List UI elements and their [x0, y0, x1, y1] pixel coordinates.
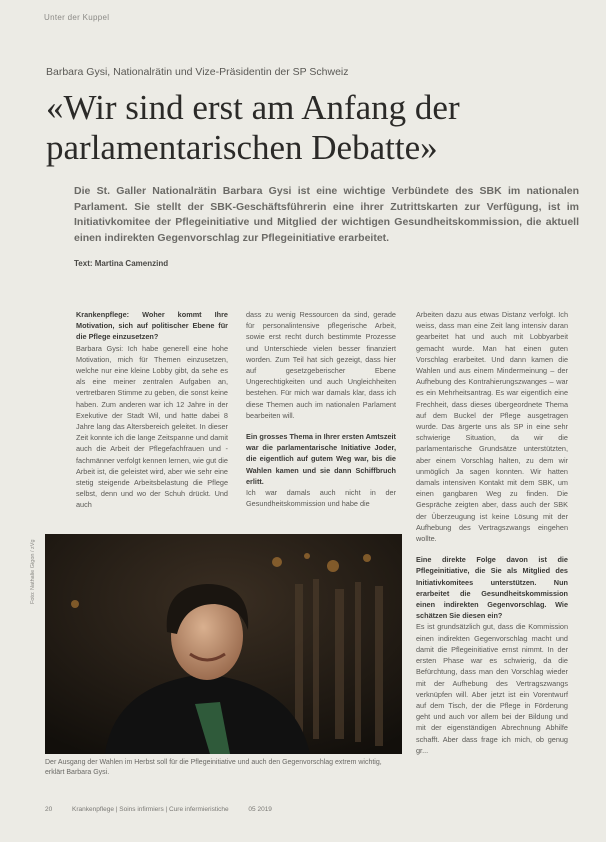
photo-caption: Der Ausgang der Wahlen im Herbst soll für die Pflegeinitiative und auch den Gegenvorschlag extrem wichtig, erklärt Barbara Gysi.	[45, 759, 382, 776]
lead-paragraph: Die St. Galler Nationalrätin Barbara Gysi ist eine wichtige Verbündete des SBK im nationalen Parlament. Sie stellt der SBK-Geschäftsführerin eine ihrer Zutrittskarten zur Verfügung, ist im Initiativkomitee der Pflegeinitiative und Mitglied der wichtigen Gesundheitskommission, die aktuell einen indirekten Gegenvorschlag zur Pflegeinitiative erarbeitet.	[74, 185, 579, 244]
page-footer	[45, 806, 290, 813]
section-label: Unter der Kuppel	[44, 13, 110, 22]
text-column-1	[76, 309, 228, 511]
portrait-photo	[45, 534, 402, 754]
interview-answer: Barbara Gysi: Ich habe generell eine hohe Motivation, mich für Themen einzusetzen, welche nur eine kleine Lobby gibt, da sehe es als eine meiner zentralen Aufgaben an, vertretbaren Stimme zu geben, die sonst keine haben. Zum anderen war ich 12 Jahre in der Exekutive der Stadt Wil, und hatte dabei 8 Jahre lang das Altersbereich geleitet. In dieser Zeit konnte ich die lange Zeitspanne und damit auch die Arbeit der Pflegefachfrauen und -fachmänner verfolgt kennen lernen, wie gut die Arbeit ist, die geleistet wird, aber wie sehr eine stetig steigende Arbeitsbelastung die Pflege selbst, denn und wo der Schuh drückt. Und auch	[76, 343, 228, 510]
body-text: Ich war damals auch nicht in der Gesundheitskommission und habe die	[246, 488, 396, 509]
body-text: Arbeiten dazu aus etwas Distanz verfolgt. Ich weiss, dass man eine Zeit lang intensiv daran gearbeitet hat und auch mit Lobbyarbeit gemacht wurde. Man hat einen guten Vorschlag erarbeitet. Und dann kamen die Wahlen und aus einem Mindermeinung – der Aufhebung des Kontrahierungszwanges – war es ein Mehrheitsantrag. Es war eigentlich eine Frechheit, dass dieses übergeordnete Thema auf dem Buckel der Pflege ausgetragen wurde. Das ärgerte uns als SP in eine sehr schwierige Situation, da wir die parlamentarische Grundsätze unterstützten, aber einem Vorschlag halten, zu dem wir unmöglich Ja sagen konnten. Wir hatten damals intensiven Kontakt mit dem SBK, um einen gangbaren Weg zu finden. Die Gespräche zeigten aber, dass auch der SBK der Überzeugung ist keine Lösung mit der Aufhebung des Vertragszwangs eingehen wollte.	[416, 310, 568, 544]
page-number: 20	[45, 806, 53, 813]
portrait-illustration	[45, 534, 402, 754]
interview-question: Eine direkte Folge davon ist die Pflegeinitiative, die Sie als Mitglied des Initiativkomitees unterstützen. Nun erarbeitet die Gesundheitskommission einen indirekten Gegenvorschlag. Wie schätzen Sie diesen ein?	[416, 555, 568, 621]
photo-credit: Foto: Nathalie Gigon / zVg	[30, 539, 36, 604]
body-text: dass zu wenig Ressourcen da sind, gerade für personalintensive pflegerische Arbeit, sowie erst recht durch bestimmte Prozesse und Unterschiede vielen besser finanziert worden. Zum Teil hat sich gezeigt, dass hier auf gesetzgeberischer Ebene Ungerechtigkeiten und auch Ungleichheiten bestehen. Für mich war damals klar, dass ich diese Themen auch im nationalen Parlament bearbeiten will.	[246, 310, 396, 420]
interview-question: Ein grosses Thema in Ihrer ersten Amtszeit war die parlamentarische Initiative Joder, die eigentlich auf gutem Weg war, bis die Wahlen kamen und sie dann Schiffbruch erlitt.	[246, 432, 396, 486]
interview-answer: Es ist grundsätzlich gut, dass die Kommission einen indirekten Gegenvorschlag macht und damit die Pflegeinitiative ernst nimmt. In der ersten Phase war es schwierig, da die Befürchtung, dass man den Vorschlag wieder mit der Aufhebung des Vertragszwangs verknüpfen will. Aber jetzt ist ein Vorentwurf auf dem Tisch, der die Pflege in Förderung geht und auch vor allem bei der Bildung und mit der eigenständigen Abrechnung Abhilfe schafft. Aber dass frage ich mich, ob genug gr...	[416, 622, 568, 755]
text-column-3	[416, 309, 568, 756]
magazine-name: Krankenpflege | Soins infirmiers | Cure infermieristiche	[72, 806, 229, 813]
interview-question: Krankenpflege: Woher kommt Ihre Motivation, sich auf politischer Ebene für die Pflege einzusetzen?	[76, 310, 228, 342]
headline: «Wir sind erst am Anfang der parlamentarischen Debatte»	[46, 88, 460, 167]
byline: Barbara Gysi, Nationalrätin und Vize-Präsidentin der SP Schweiz	[46, 66, 349, 78]
text-column-2	[246, 309, 396, 509]
issue-number: 05 2019	[248, 806, 272, 813]
author-credit: Text: Martina Camenzind	[74, 259, 169, 268]
